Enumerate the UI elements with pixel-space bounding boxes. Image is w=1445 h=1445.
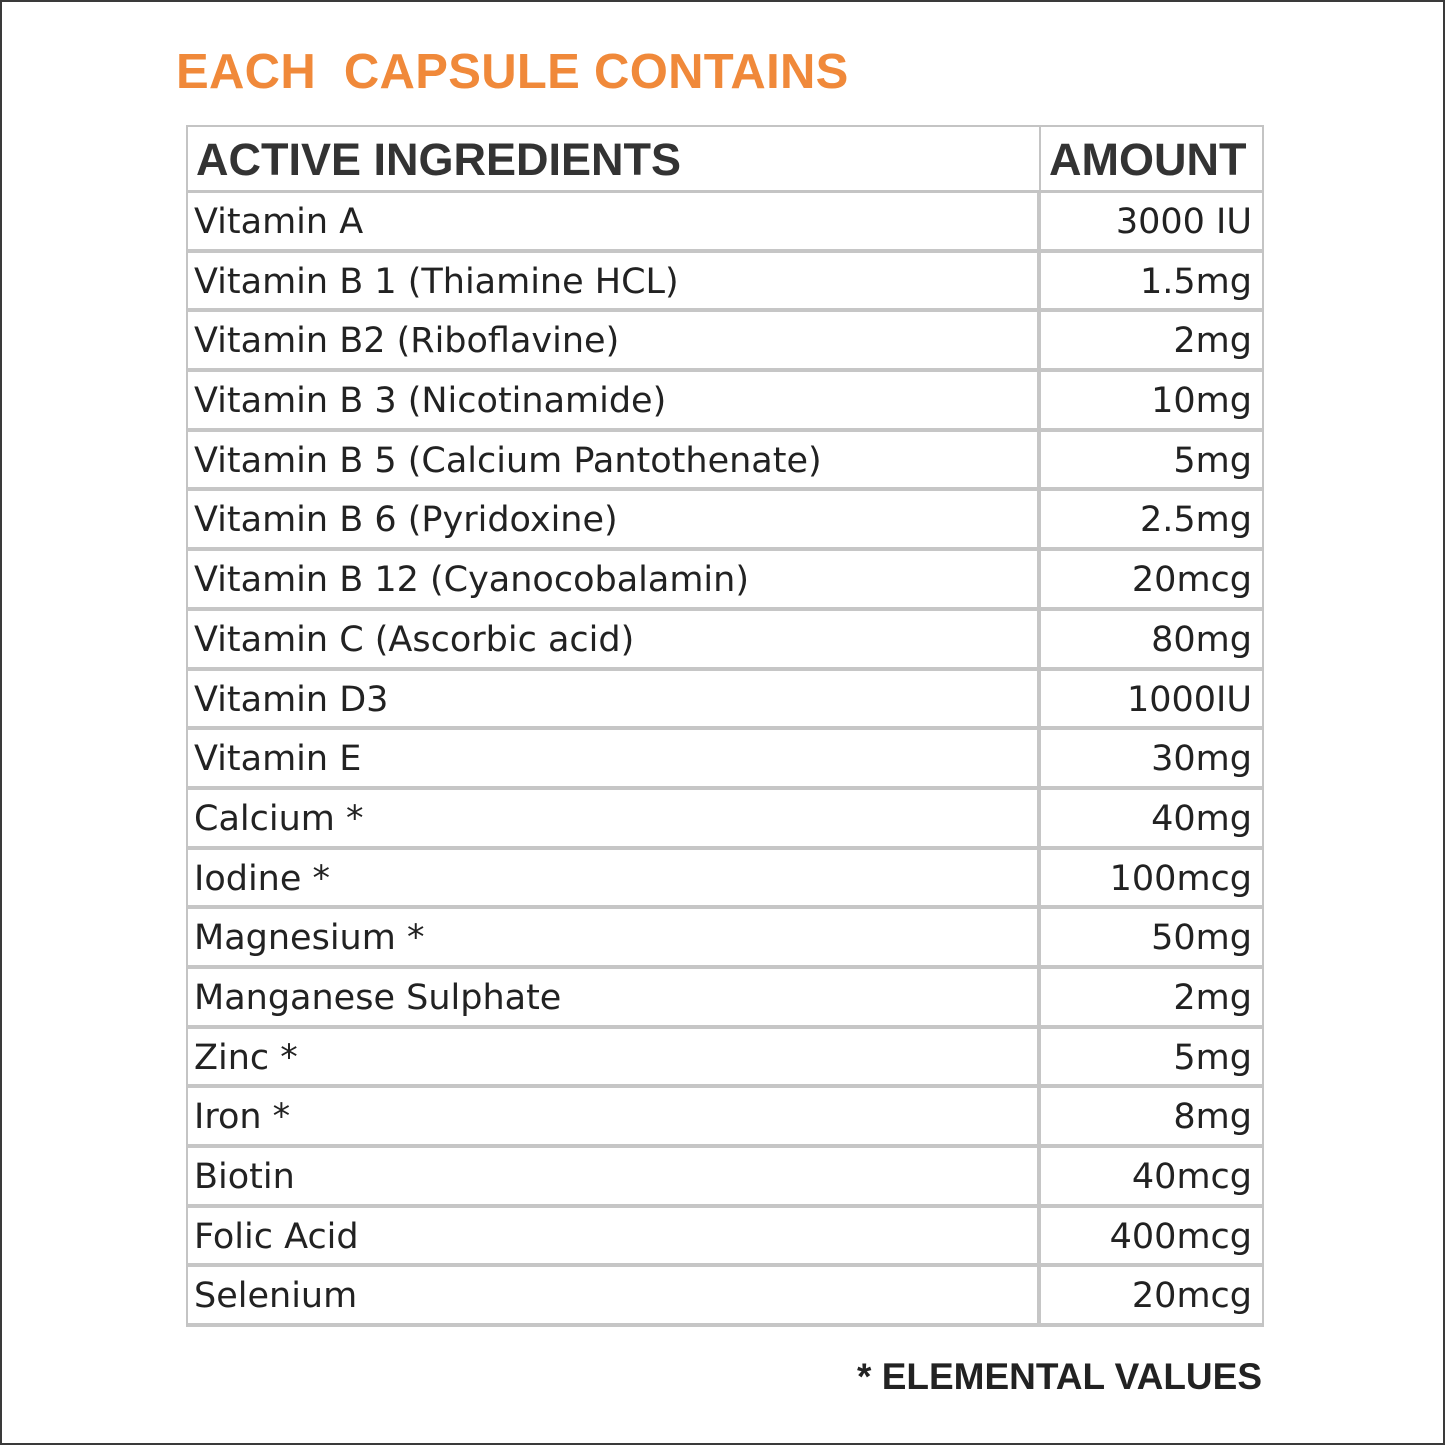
ingredient-amount: 2mg [1173,321,1252,362]
table-row [188,969,1262,1029]
ingredient-name: Vitamin E [188,730,1041,786]
ingredient-name: Vitamin C (Ascorbic acid) [188,611,1041,667]
ingredient-amount: 10mg [1151,381,1252,422]
ingredient-amount: 8mg [1173,1097,1252,1138]
ingredient-amount: 1000IU [1126,679,1252,720]
ingredient-amount: 100mcg [1109,858,1252,899]
table-row [188,1148,1262,1208]
ingredient-amount: 2.5mg [1140,500,1252,541]
table-row [188,193,1262,253]
header-ingredient: ACTIVE INGREDIENTS [188,127,1041,190]
table-row [188,1029,1262,1089]
ingredient-name: Magnesium * [188,909,1041,965]
ingredient-amount: 20mcg [1131,560,1252,601]
ingredient-amount: 5mg [1173,440,1252,481]
table-row [188,491,1262,551]
ingredient-name: Vitamin B 3 (Nicotinamide) [188,372,1041,428]
table-row [188,432,1262,492]
ingredient-name: Vitamin B 5 (Calcium Pantothenate) [188,432,1041,488]
table-row [188,312,1262,372]
header-amount: AMOUNT [1049,134,1247,185]
table-row [188,730,1262,790]
table-body [188,193,1262,1327]
ingredient-amount: 40mcg [1131,1157,1252,1197]
table-row [188,551,1262,611]
table-row [188,1208,1262,1268]
ingredient-name: Vitamin A [188,193,1041,249]
ingredient-amount: 30mg [1151,739,1252,780]
ingredient-name: Vitamin B 1 (Thiamine HCL) [188,253,1041,309]
ingredient-name: Biotin [188,1148,1041,1204]
ingredient-amount: 1.5mg [1140,261,1252,302]
ingredient-amount: 5mg [1173,1037,1252,1078]
ingredient-amount: 20mcg [1131,1276,1252,1317]
footnote: * ELEMENTAL VALUES [857,1356,1262,1397]
table-row [188,372,1262,432]
table-row [188,790,1262,850]
ingredient-amount: 2mg [1173,977,1252,1018]
ingredient-name: Vitamin B 12 (Cyanocobalamin) [188,551,1041,607]
table-header [188,127,1262,193]
ingredient-name: Vitamin B2 (Riboflavine) [188,312,1041,368]
ingredient-amount: 80mg [1151,619,1252,660]
table-row [188,253,1262,313]
ingredient-name: Iodine * [188,850,1041,906]
ingredient-name: Calcium * [188,790,1041,846]
ingredient-name: Folic Acid [188,1208,1041,1264]
ingredient-name: Vitamin B 6 (Pyridoxine) [188,491,1041,547]
ingredient-name: Manganese Sulphate [188,969,1041,1025]
ingredient-name: Selenium [188,1267,1041,1323]
table-row [188,1088,1262,1148]
ingredient-amount: 400mcg [1109,1216,1252,1257]
page-title: EACH CAPSULE CONTAINS [176,45,849,99]
ingredient-amount: 3000 IU [1115,202,1252,242]
ingredient-amount: 50mg [1151,918,1252,959]
table-row [188,671,1262,731]
ingredient-name: Vitamin D3 [188,671,1041,727]
table-row [188,909,1262,969]
ingredient-name: Zinc * [188,1029,1041,1085]
table-row [188,611,1262,671]
ingredient-amount: 40mg [1151,798,1252,839]
ingredients-table [186,125,1264,1327]
ingredient-name: Iron * [188,1088,1041,1144]
table-row [188,1267,1262,1327]
table-row [188,850,1262,910]
